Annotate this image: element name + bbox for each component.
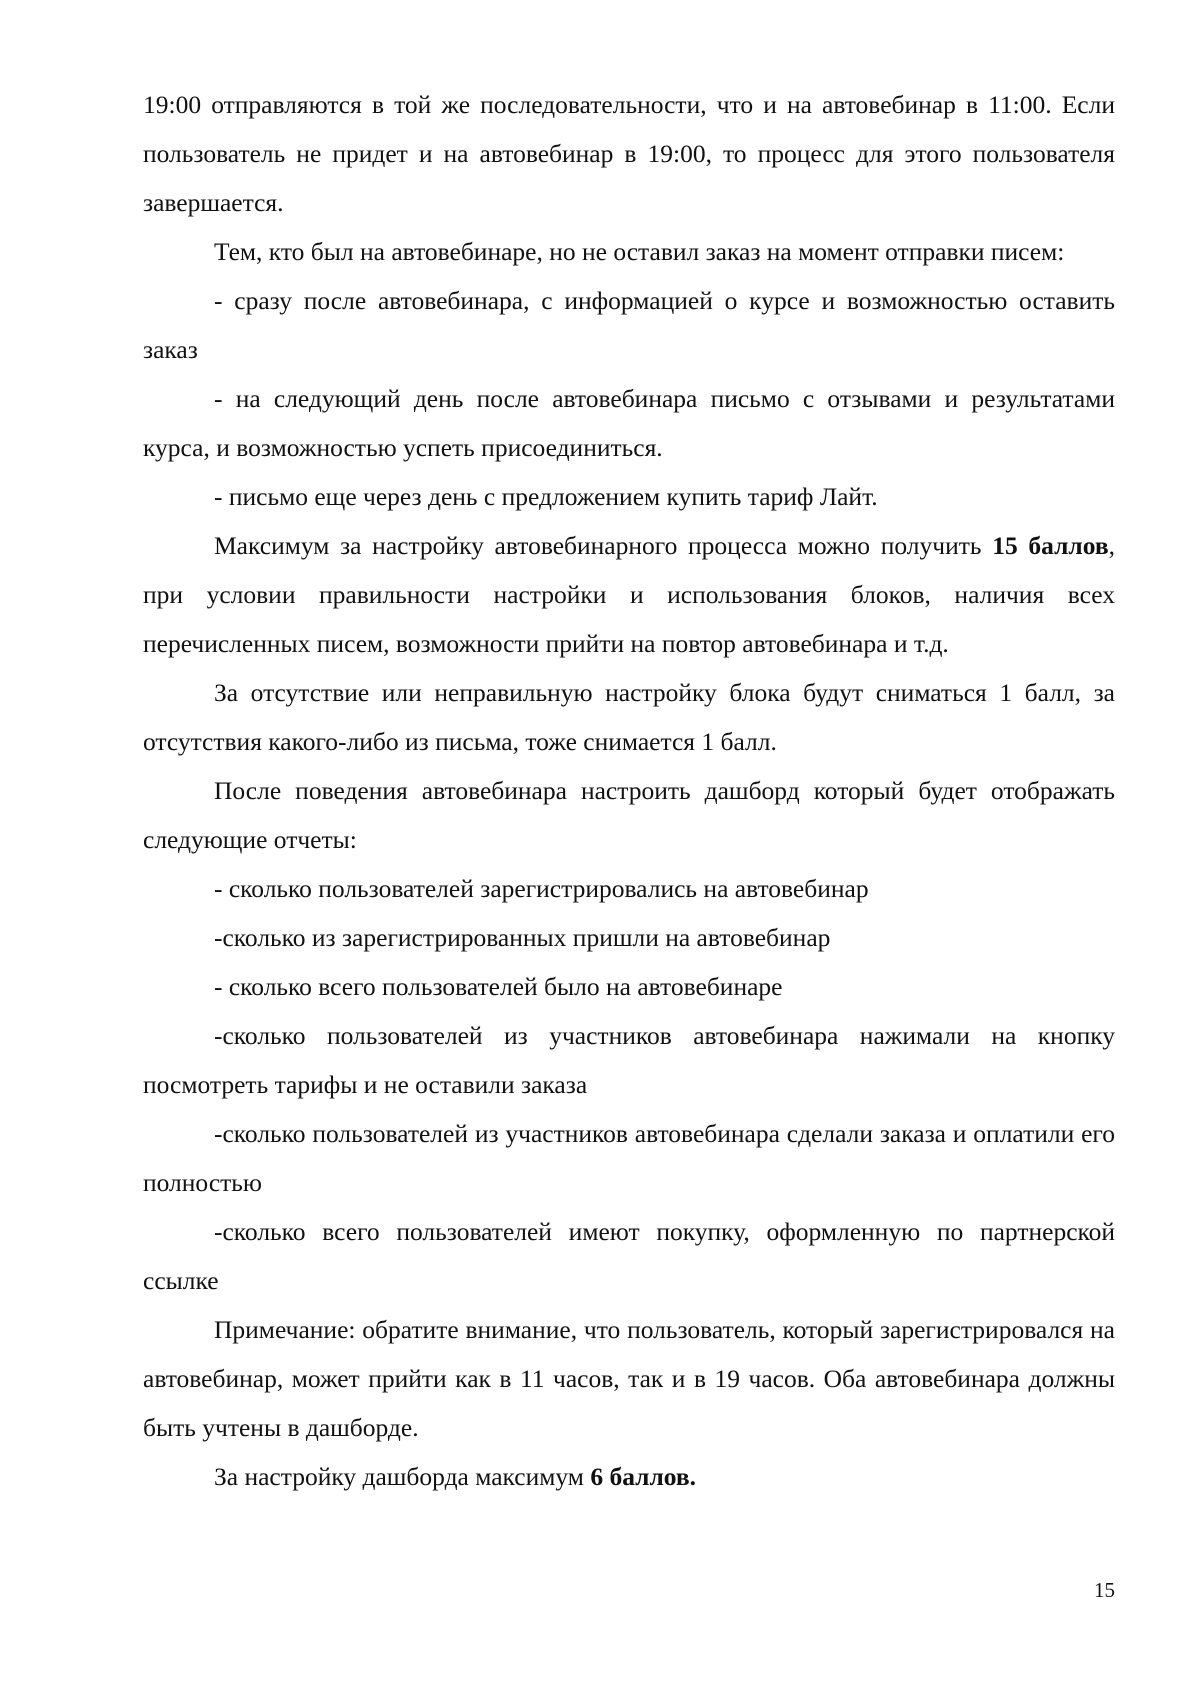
paragraph-text: , при условии правильности настройки и использования блоков, наличия всех перечисленных писем, возможности прийти на повтор автовебинара и т.д. xyxy=(143,531,1115,658)
bold-text: 6 баллов. xyxy=(590,1462,697,1491)
page-number: 15 xyxy=(1094,1578,1115,1602)
paragraph-text: Примечание: обратите внимание, что пользователь, который зарегистрировался на автовебинар, может прийти как в 11 часов, так и в 19 часов. Оба автовебинара должны быть учтены в дашборде. xyxy=(143,1315,1115,1442)
paragraph-text: 19:00 отправляются в той же последовательности, что и на автовебинар в 11:00. Если пользователь не придет и на автовебинар в 19:00, то процесс для этого пользователя завершается. xyxy=(143,90,1115,217)
paragraph-text: - письмо еще через день с предложением купить тариф Лайт. xyxy=(214,482,878,511)
paragraph xyxy=(143,80,1115,227)
paragraph-text: За отсутствие или неправильную настройку блока будут сниматься 1 балл, за отсутствия какого-либо из письма, тоже снимается 1 балл. xyxy=(143,678,1115,756)
paragraph xyxy=(143,1305,1115,1452)
paragraph-text: -сколько пользователей из участников автовебинара нажимали на кнопку посмотреть тарифы и не оставили заказа xyxy=(143,1021,1115,1099)
paragraph-text: - на следующий день после автовебинара письмо с отзывами и результатами курса, и возможностью успеть присоединиться. xyxy=(143,384,1115,462)
paragraph xyxy=(143,521,1115,668)
paragraph xyxy=(143,962,1115,1011)
paragraph xyxy=(143,1011,1115,1109)
paragraph xyxy=(143,227,1115,276)
paragraph xyxy=(143,1207,1115,1305)
document-body xyxy=(143,80,1115,1501)
paragraph xyxy=(143,374,1115,472)
paragraph xyxy=(143,276,1115,374)
paragraph xyxy=(143,472,1115,521)
paragraph-text: - сколько всего пользователей было на автовебинаре xyxy=(214,972,783,1001)
paragraph xyxy=(143,1452,1115,1501)
paragraph-text: -сколько из зарегистрированных пришли на автовебинар xyxy=(214,923,831,952)
paragraph-text: -сколько всего пользователей имеют покупку, оформленную по партнерской ссылке xyxy=(143,1217,1115,1295)
paragraph-text: Тем, кто был на автовебинаре, но не оставил заказ на момент отправки писем: xyxy=(214,237,1065,266)
paragraph-text: После поведения автовебинара настроить дашборд который будет отображать следующие отчеты: xyxy=(143,776,1115,854)
paragraph-text: - сразу после автовебинара, с информацией о курсе и возможностью оставить заказ xyxy=(143,286,1115,364)
paragraph-text: Максимум за настройку автовебинарного процесса можно получить xyxy=(214,531,993,560)
paragraph-text: -сколько пользователей из участников автовебинара сделали заказа и оплатили его полностью xyxy=(143,1119,1115,1197)
paragraph xyxy=(143,913,1115,962)
bold-text: 15 баллов xyxy=(992,531,1109,560)
paragraph-text: За настройку дашборда максимум xyxy=(214,1462,591,1491)
paragraph xyxy=(143,766,1115,864)
paragraph xyxy=(143,864,1115,913)
paragraph-text: - сколько пользователей зарегистрировались на автовебинар xyxy=(214,874,869,903)
paragraph xyxy=(143,1109,1115,1207)
paragraph xyxy=(143,668,1115,766)
